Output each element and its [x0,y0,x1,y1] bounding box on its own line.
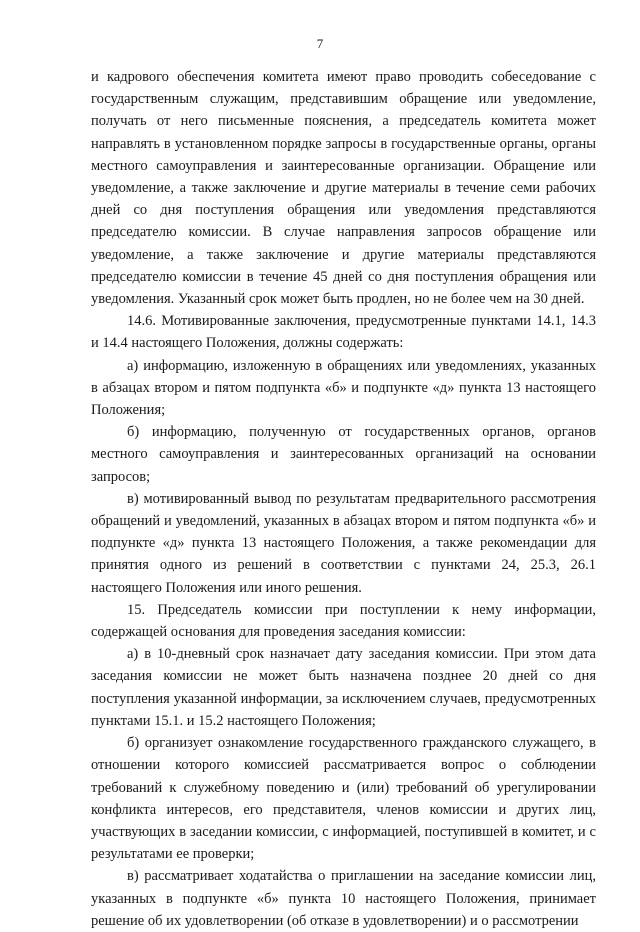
paragraph-15-v: в) рассматривает ходатайства о приглашении на заседание комиссии лиц, указанных в подпункте «б» пункта 10 настоящего Положения, принимает решение об их удовлетворении (об отказе в удовлетворении) и о рассмотрении [91,868,596,929]
document-body [91,66,596,932]
paragraph-15-a: а) в 10-дневный срок назначает дату заседания комиссии. При этом дата заседания комиссии не может быть назначена позднее 20 дней со дня поступления указанной информации, за исключением случаев, предусмотренных пунктами 15.1. и 15.2 настоящего Положения; [91,646,596,729]
paragraph-continuation: и кадрового обеспечения комитета имеют право проводить собеседование с государственным служащим, представившим обращение или уведомление, получать от него письменные пояснения, а председатель комитета может направлять в установленном порядке запросы в государственные органы, органы местного самоуправления и заинтересованные организации. Обращение или уведомление, а также заключение и другие материалы в течение семи рабочих дней со дня поступления обращения или уведомления представляются председателю комиссии. В случае направления запросов обращение или уведомление, а также заключение и другие материалы представляются председателю комиссии в течение 45 дней со дня поступления обращения или уведомления. Указанный срок может быть продлен, но не более чем на 30 дней. [91,69,596,308]
paragraph-15: 15. Председатель комиссии при поступлении к нему информации, содержащей основания для проведения заседания комиссии: [91,601,596,641]
paragraph-15-b: б) организует ознакомление государственного гражданского служащего, в отношении которого комиссией рассматривается вопрос о соблюдении требований к служебному поведению и (или) требований об урегулировании конфликта интересов, его представителя, членов комиссии и других лиц, участвующих в заседании комиссии, с информацией, поступившей в комитет, и с результатами ее проверки; [91,735,596,863]
page-number: 7 [316,36,324,51]
paragraph-14-6-v: в) мотивированный вывод по результатам предварительного рассмотрения обращений и уведомлений, указанных в абзацах втором и пятом подпункта «б» и подпункте «д» пункта 13 настоящего Положения, а также рекомендации для принятия одного из решений в соответствии с пунктами 24, 25.3, 26.1 настоящего Положения или иного решения. [91,490,596,596]
paragraph-14-6: 14.6. Мотивированные заключения, предусмотренные пунктами 14.1, 14.3 и 14.4 настоящего Положения, должны содержать: [91,313,596,352]
paragraph-14-6-a: а) информацию, изложенную в обращениях или уведомлениях, указанных в абзацах втором и пятом подпункта «б» и подпункте «д» пункта 13 настоящего Положения; [91,357,596,419]
paragraph-14-6-b: б) информацию, полученную от государственных органов, органов местного самоуправления и заинтересованных организаций на основании запросов; [91,424,596,485]
